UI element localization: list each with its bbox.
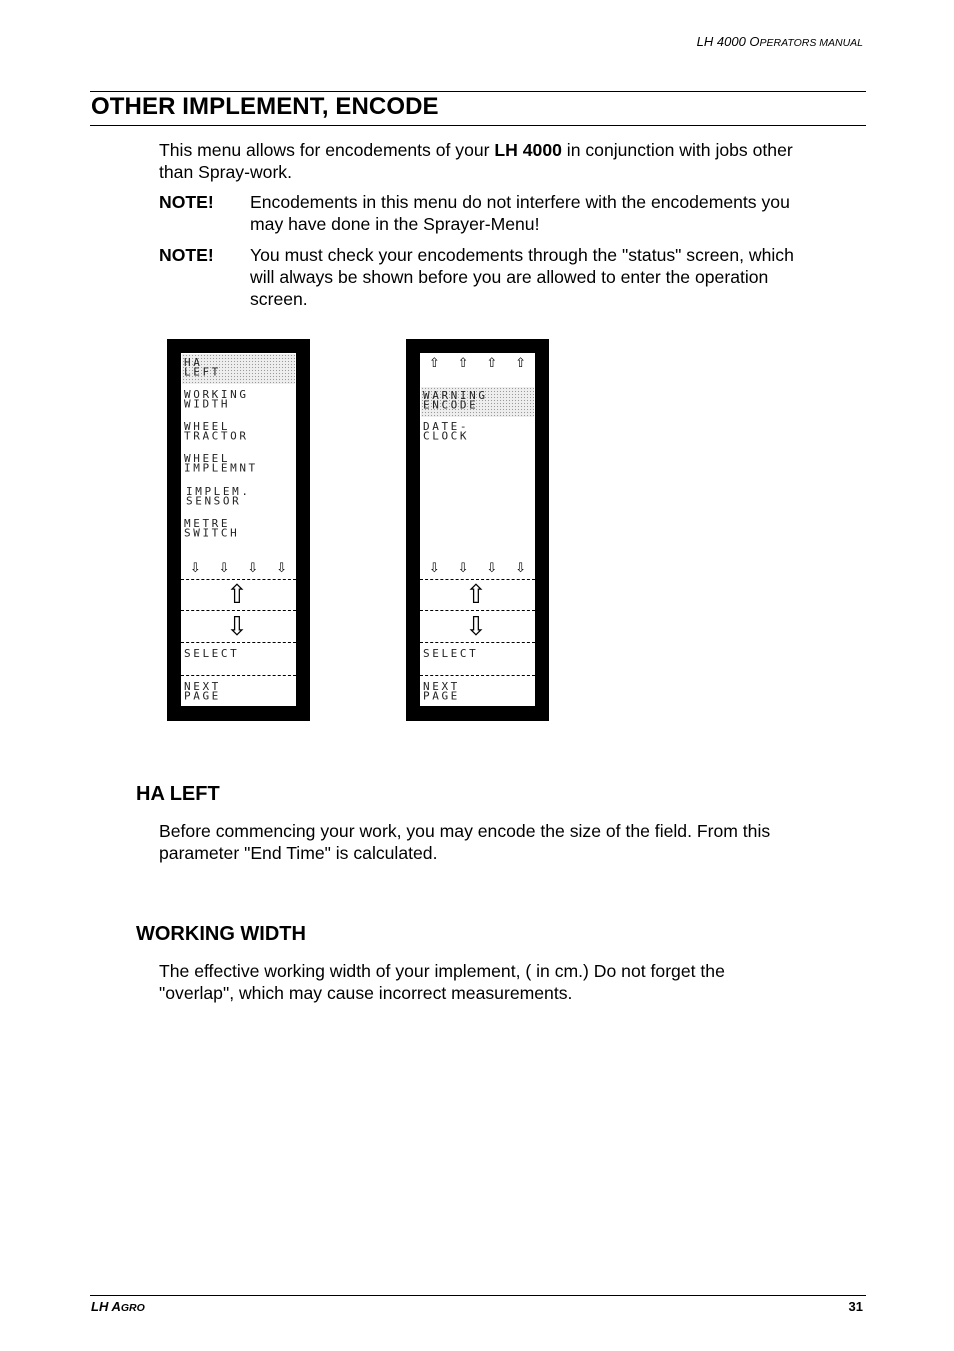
- footer-brand-prefix: LH A: [91, 1299, 121, 1314]
- select-button[interactable]: SELECT: [184, 647, 240, 660]
- arrow-down-icon[interactable]: ⇩: [218, 561, 230, 576]
- title-bottom-rule: [90, 125, 866, 126]
- device-screen-left: [167, 339, 310, 721]
- menu-item-date-clock[interactable]: DATE- CLOCK: [423, 420, 470, 443]
- working-width-text: The effective working width of your implement, ( in cm.) Do not forget the: [159, 961, 725, 981]
- divider: [420, 642, 535, 643]
- menu-item-wheel-tractor[interactable]: WHEEL TRACTOR: [184, 420, 249, 443]
- intro-text-cont: in conjunction with jobs other: [561, 140, 793, 160]
- select-button[interactable]: SELECT: [423, 647, 479, 660]
- product-name: LH 4000: [494, 140, 562, 160]
- ha-left-heading: HA LEFT: [136, 783, 220, 805]
- menu-item-working-width[interactable]: WORKING WIDTH: [184, 388, 249, 411]
- footer-brand-rest: GRO: [120, 1302, 145, 1314]
- soft-key-arrow-row: [420, 357, 535, 371]
- divider: [420, 675, 535, 676]
- arrow-down-icon[interactable]: ⇩: [457, 561, 469, 576]
- footer-rule: [90, 1295, 866, 1296]
- section-title: OTHER IMPLEMENT, ENCODE: [91, 93, 439, 120]
- scroll-down-icon[interactable]: ⇩: [465, 612, 487, 642]
- arrow-up-icon[interactable]: ⇧: [457, 356, 469, 371]
- lcd-display: [420, 353, 535, 706]
- divider: [181, 642, 296, 643]
- note-text: screen.: [250, 289, 308, 309]
- ha-left-text: Before commencing your work, you may encode the size of the field. From this: [159, 821, 771, 841]
- arrow-up-icon[interactable]: ⇧: [486, 356, 498, 371]
- scroll-up-icon[interactable]: ⇧: [465, 580, 487, 610]
- note-text: Encodements in this menu do not interfere with the encodements you: [250, 192, 790, 212]
- arrow-down-icon[interactable]: ⇩: [515, 561, 527, 576]
- arrow-down-icon[interactable]: ⇩: [276, 561, 288, 576]
- footer-brand: [91, 1299, 145, 1314]
- next-page-button[interactable]: NEXT PAGE: [423, 680, 460, 703]
- divider: [420, 610, 535, 611]
- arrow-up-icon[interactable]: ⇧: [428, 356, 440, 371]
- intro-paragraph-line2: than Spray-work.: [159, 162, 292, 182]
- scroll-up-icon[interactable]: ⇧: [226, 580, 248, 610]
- header-title-rest: PERATORS MANUAL: [759, 37, 863, 49]
- arrow-down-icon[interactable]: ⇩: [189, 561, 201, 576]
- menu-item-metre-switch[interactable]: METRE SWITCH: [184, 517, 240, 540]
- lcd-display: [181, 353, 296, 706]
- menu-item-implement-sensor[interactable]: IMPLEM. SENSOR: [186, 485, 251, 508]
- working-width-text: "overlap", which may cause incorrect measurements.: [159, 983, 573, 1003]
- intro-text: This menu allows for encodements of your: [159, 140, 495, 160]
- menu-item-ha-left[interactable]: HA LEFT: [184, 356, 221, 379]
- working-width-heading: WORKING WIDTH: [136, 923, 306, 945]
- running-header: [697, 34, 863, 49]
- arrow-down-icon[interactable]: ⇩: [486, 561, 498, 576]
- next-page-button[interactable]: NEXT PAGE: [184, 680, 221, 703]
- note-label: NOTE!: [159, 245, 214, 265]
- page-number: 31: [848, 1299, 863, 1314]
- arrow-down-icon[interactable]: ⇩: [428, 561, 440, 576]
- soft-key-arrow-row: [181, 562, 296, 576]
- divider: [181, 675, 296, 676]
- note-text: may have done in the Sprayer-Menu!: [250, 214, 540, 234]
- header-title-prefix: LH 4000 O: [696, 34, 760, 49]
- arrow-down-icon[interactable]: ⇩: [247, 561, 259, 576]
- divider: [181, 610, 296, 611]
- menu-item-warning-encode[interactable]: WARNING ENCODE: [423, 389, 488, 412]
- menu-item-wheel-implement[interactable]: WHEEL IMPLEMNT: [184, 452, 258, 475]
- title-top-rule: [90, 91, 866, 92]
- intro-paragraph: [159, 139, 793, 161]
- note-text: You must check your encodements through the "status" screen, which: [250, 245, 794, 265]
- note-text: will always be shown before you are allowed to enter the operation: [250, 267, 769, 287]
- ha-left-text: parameter "End Time" is calculated.: [159, 843, 438, 863]
- device-screen-right: [406, 339, 549, 721]
- scroll-down-icon[interactable]: ⇩: [226, 612, 248, 642]
- arrow-up-icon[interactable]: ⇧: [515, 356, 527, 371]
- soft-key-arrow-row: [420, 562, 535, 576]
- note-label: NOTE!: [159, 192, 214, 212]
